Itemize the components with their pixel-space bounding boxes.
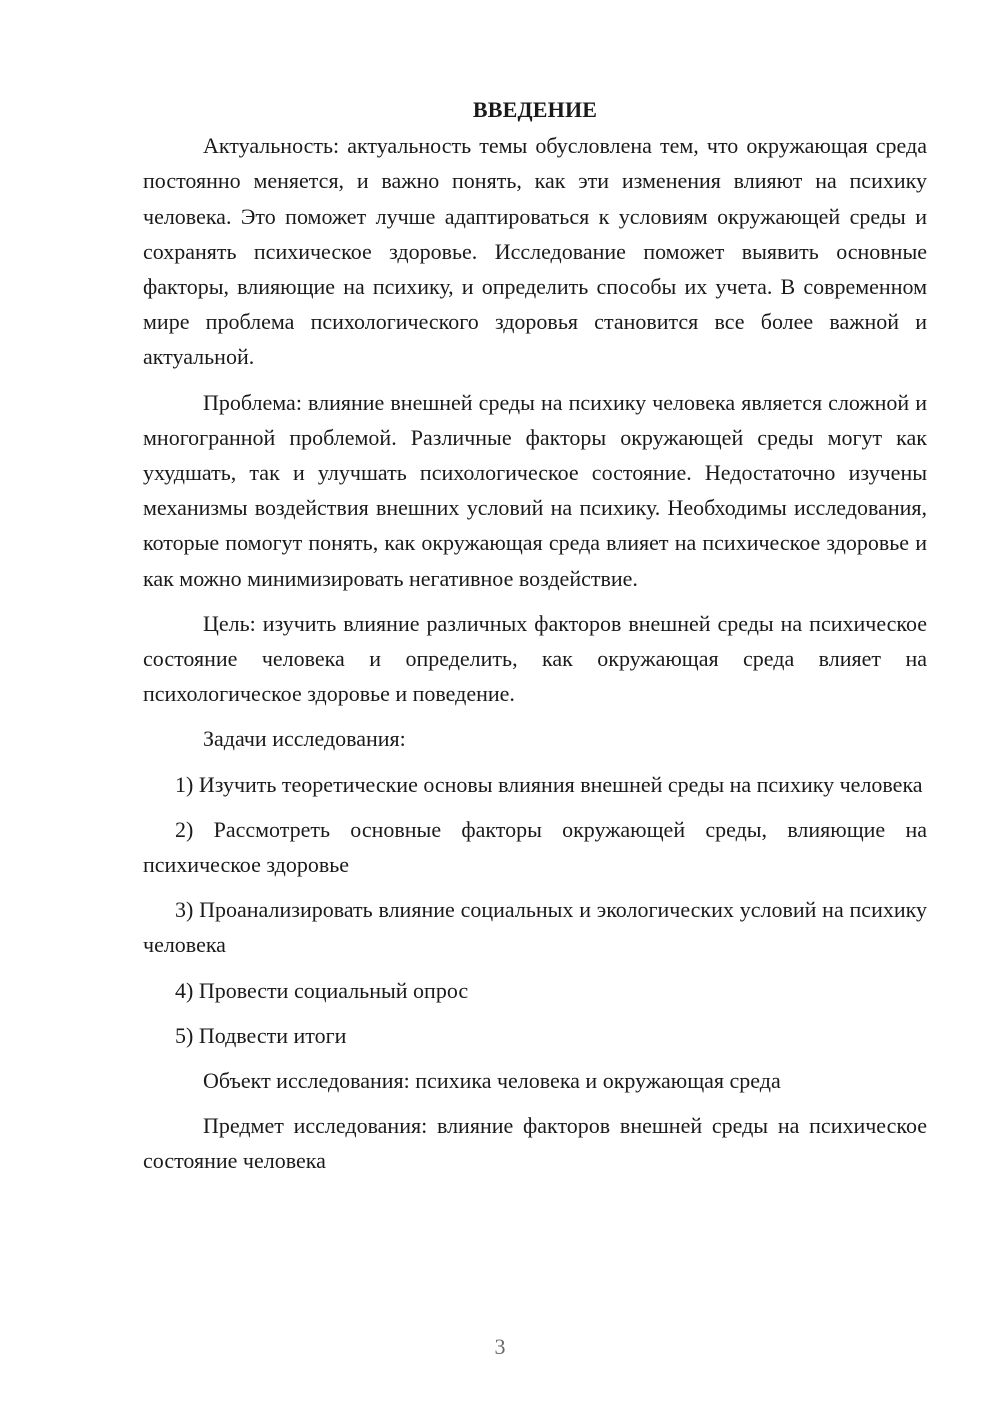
tasks-heading: Задачи исследования:	[203, 726, 406, 752]
document-page	[143, 92, 927, 1189]
page-number: 3	[494, 1334, 506, 1359]
task-item-5: 5) Подвести итоги	[175, 1022, 347, 1048]
research-subject: Предмет исследования: влияние факторов внешней среды на психическое состояние человека	[143, 1113, 927, 1174]
task-item-3: 3) Проанализировать влияние социальных и экологических условий на психику человека	[143, 897, 927, 958]
task-item-4: 4) Провести социальный опрос	[175, 977, 469, 1003]
task-item-2: 2) Рассмотреть основные факторы окружающей среды, влияющие на психическое здоровье	[143, 816, 927, 878]
problem-paragraph: Проблема: влияние внешней среды на психику человека является сложной и многогранной проблемой. Различные факторы окружающей среды могут как ухудшать, так и улучшать психологическое состояние. Недостаточно изучены механизмы воздействия внешних условий на психику. Необходимы исследования, которые помогут понять, как окружающая среда влияет на психическое здоровье и как можно минимизировать негативное воздействие.	[143, 389, 927, 591]
relevance-paragraph: Актуальность: актуальность темы обусловлена тем, что окружающая среда постоянно меняется, и важно понять, как эти изменения влияют на психику человека. Это поможет лучше адаптироваться к условиям окружающей среды и сохранять психическое здоровье. Исследование поможет выявить основные факторы, влияющие на психику, и определить способы их учета. В современном мире проблема психологического здоровья становится все более важной и актуальной.	[143, 133, 927, 370]
research-object: Объект исследования: психика человека и окружающая среда	[203, 1068, 781, 1094]
page-title: ВВЕДЕНИЕ	[472, 97, 598, 122]
task-item-1: 1) Изучить теоретические основы влияния внешней среды на психику человека	[175, 771, 923, 797]
goal-paragraph: Цель: изучить влияние различных факторов внешней среды на психическое состояние человека и определить, как окружающая среда влияет на психологическое здоровье и поведение.	[143, 610, 927, 707]
